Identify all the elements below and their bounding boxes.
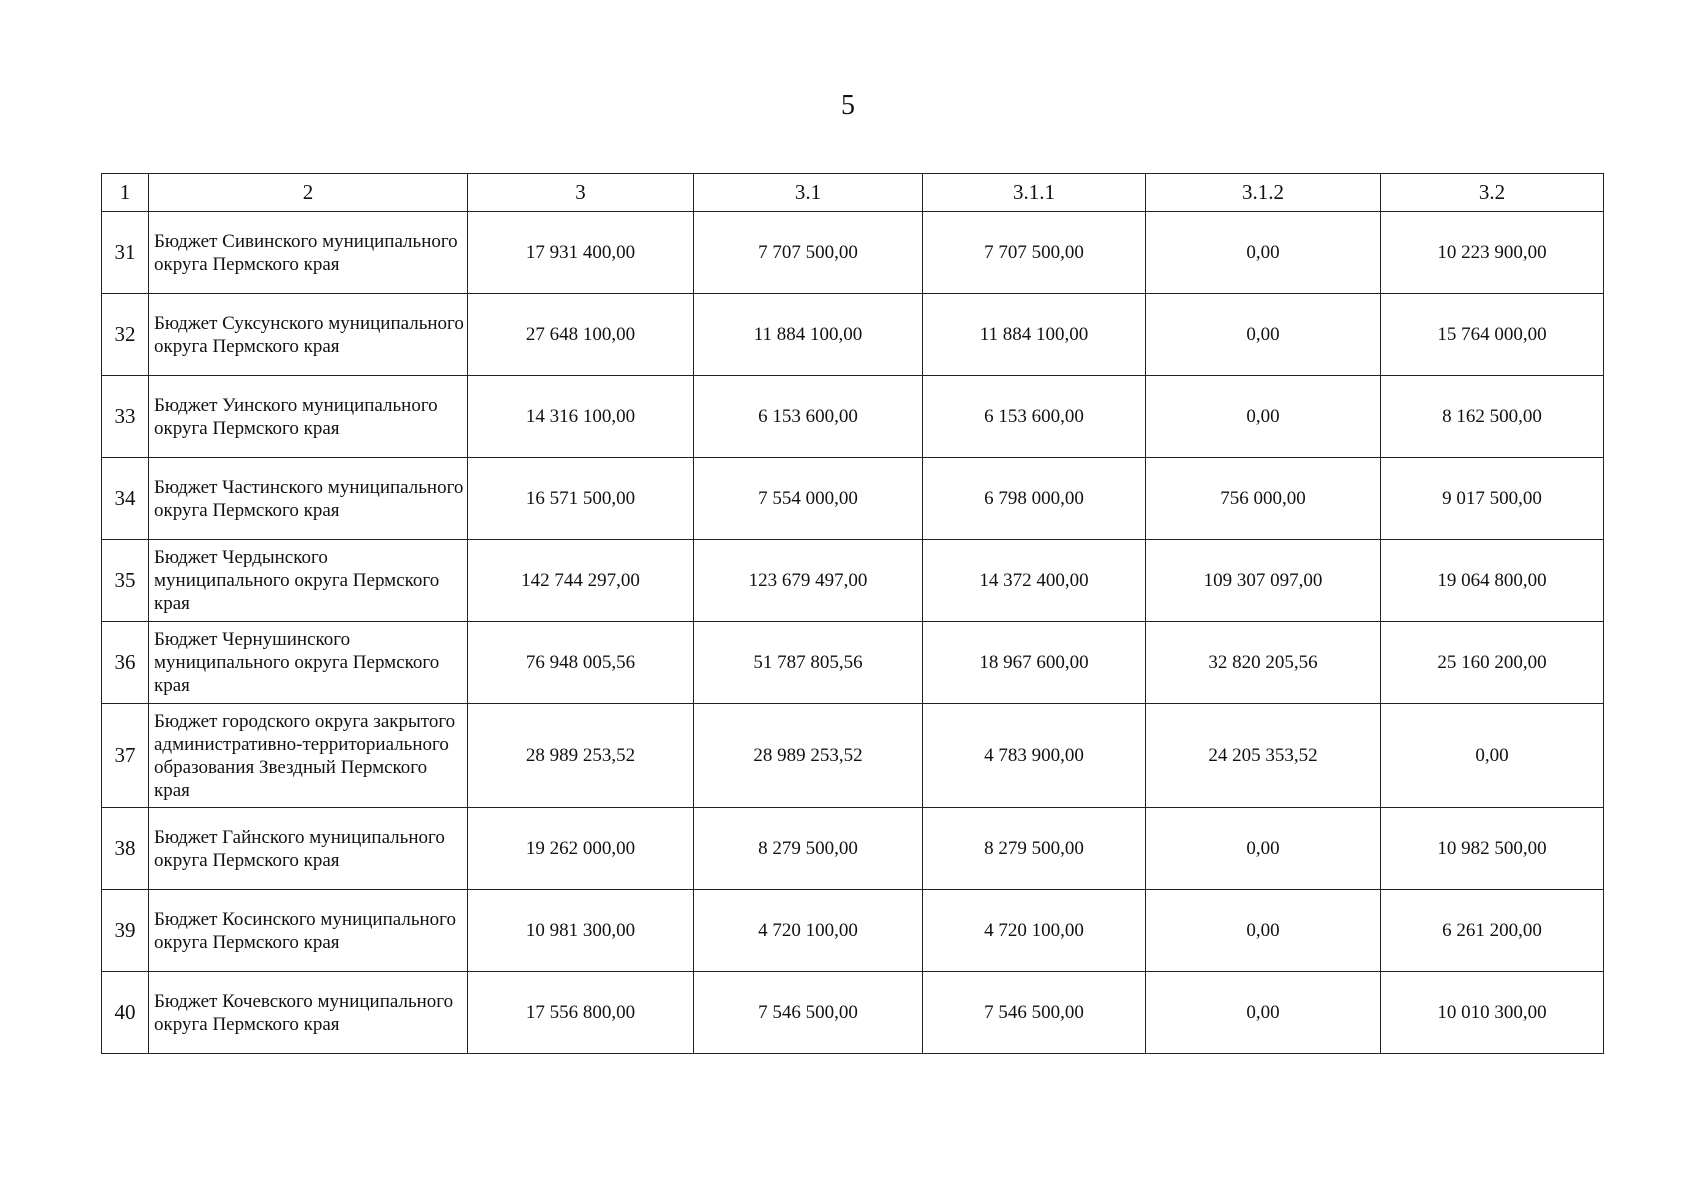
value-cell: 28 989 253,52 [468,704,694,808]
header-cell: 3.1 [694,174,923,212]
value-cell: 7 546 500,00 [923,972,1146,1054]
value-cell: 8 279 500,00 [923,808,1146,890]
value-cell: 8 279 500,00 [694,808,923,890]
value-cell: 14 372 400,00 [923,540,1146,622]
budget-name: Бюджет Кочевского муниципального округа Пермского края [149,972,468,1054]
budget-name: Бюджет Чернушинского муниципального округа Пермского края [149,622,468,704]
row-number: 39 [102,890,149,972]
budget-name: Бюджет Косинского муниципального округа Пермского края [149,890,468,972]
value-cell: 7 707 500,00 [923,212,1146,294]
value-cell: 9 017 500,00 [1381,458,1604,540]
table-row [102,972,1604,1054]
value-cell: 0,00 [1381,704,1604,808]
value-cell: 0,00 [1146,972,1381,1054]
value-cell: 8 162 500,00 [1381,376,1604,458]
budget-name: Бюджет Частинского муниципального округа Пермского края [149,458,468,540]
value-cell: 28 989 253,52 [694,704,923,808]
value-cell: 123 679 497,00 [694,540,923,622]
value-cell: 7 707 500,00 [694,212,923,294]
value-cell: 142 744 297,00 [468,540,694,622]
value-cell: 51 787 805,56 [694,622,923,704]
table-row [102,376,1604,458]
header-cell: 2 [149,174,468,212]
value-cell: 0,00 [1146,890,1381,972]
value-cell: 17 931 400,00 [468,212,694,294]
value-cell: 4 720 100,00 [923,890,1146,972]
table-row [102,622,1604,704]
row-number: 35 [102,540,149,622]
value-cell: 25 160 200,00 [1381,622,1604,704]
row-number: 32 [102,294,149,376]
table-row [102,212,1604,294]
value-cell: 32 820 205,56 [1146,622,1381,704]
value-cell: 4 783 900,00 [923,704,1146,808]
table-row [102,540,1604,622]
header-cell: 3.2 [1381,174,1604,212]
value-cell: 19 262 000,00 [468,808,694,890]
table-row [102,890,1604,972]
budget-name: Бюджет городского округа закрытого административно-территориального образования Звездный Пермского края [149,704,468,808]
header-cell: 3 [468,174,694,212]
table-row [102,704,1604,808]
page-number: 5 [841,90,855,121]
header-row [102,174,1604,212]
header-cell: 1 [102,174,149,212]
value-cell: 10 982 500,00 [1381,808,1604,890]
value-cell: 17 556 800,00 [468,972,694,1054]
value-cell: 6 153 600,00 [923,376,1146,458]
row-number: 37 [102,704,149,808]
value-cell: 10 010 300,00 [1381,972,1604,1054]
budget-name: Бюджет Чердынского муниципального округа Пермского края [149,540,468,622]
value-cell: 6 798 000,00 [923,458,1146,540]
value-cell: 756 000,00 [1146,458,1381,540]
value-cell: 11 884 100,00 [694,294,923,376]
row-number: 36 [102,622,149,704]
value-cell: 7 546 500,00 [694,972,923,1054]
budget-name: Бюджет Суксунского муниципального округа Пермского края [149,294,468,376]
value-cell: 7 554 000,00 [694,458,923,540]
value-cell: 10 223 900,00 [1381,212,1604,294]
value-cell: 24 205 353,52 [1146,704,1381,808]
row-number: 40 [102,972,149,1054]
value-cell: 10 981 300,00 [468,890,694,972]
value-cell: 6 261 200,00 [1381,890,1604,972]
value-cell: 14 316 100,00 [468,376,694,458]
table-row [102,458,1604,540]
value-cell: 0,00 [1146,294,1381,376]
value-cell: 0,00 [1146,808,1381,890]
value-cell: 4 720 100,00 [694,890,923,972]
row-number: 38 [102,808,149,890]
value-cell: 0,00 [1146,376,1381,458]
value-cell: 15 764 000,00 [1381,294,1604,376]
table-row [102,808,1604,890]
value-cell: 76 948 005,56 [468,622,694,704]
value-cell: 6 153 600,00 [694,376,923,458]
value-cell: 19 064 800,00 [1381,540,1604,622]
row-number: 33 [102,376,149,458]
value-cell: 16 571 500,00 [468,458,694,540]
header-cell: 3.1.1 [923,174,1146,212]
budget-name: Бюджет Сивинского муниципального округа Пермского края [149,212,468,294]
value-cell: 27 648 100,00 [468,294,694,376]
value-cell: 109 307 097,00 [1146,540,1381,622]
value-cell: 11 884 100,00 [923,294,1146,376]
budget-name: Бюджет Уинского муниципального округа Пермского края [149,376,468,458]
row-number: 34 [102,458,149,540]
value-cell: 0,00 [1146,212,1381,294]
value-cell: 18 967 600,00 [923,622,1146,704]
budget-table [101,173,1604,1054]
table-row [102,294,1604,376]
budget-name: Бюджет Гайнского муниципального округа Пермского края [149,808,468,890]
header-cell: 3.1.2 [1146,174,1381,212]
row-number: 31 [102,212,149,294]
